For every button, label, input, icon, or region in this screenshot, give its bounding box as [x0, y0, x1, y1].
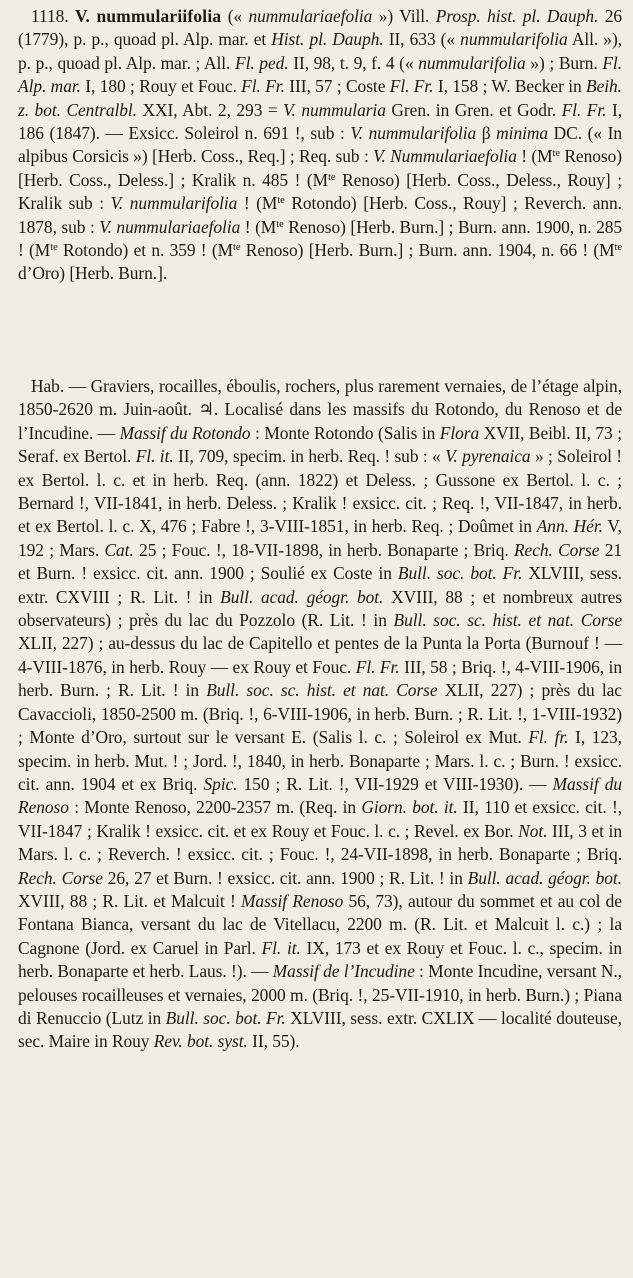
entry-number: 1118. — [31, 6, 69, 26]
synonymy-and-exsiccatae: (« nummulariaefolia ») Vill. Prosp. hist. pl. Dauph. 26 (1779), p. p., quoad pl. Alp. mar. et Hist. pl. Dauph. II, 633 (« nummularifolia All. »), p. p., quoad pl. Alp. mar. ; All. Fl. ped. II, 98, t. 9, f. 4 (« nummularifolia ») ; Burn. Fl. Alp. mar. I, 180 ; Rouy et Fouc. Fl. Fr. III, 57 ; Coste Fl. Fr. I, 158 ; W. Becker in Beih. z. bot. Centralbl. XXI, Abt. 2, 293 = V. nummularia Gren. in Gren. et Godr. Fl. Fr. I, 186 (1847). — Exsicc. Soleirol n. 691 !, sub : V. nummularifolia β minima DC. (« In alpibus Corsicis ») [Herb. Coss., Req.] ; Req. sub : V. Nummulariaefolia ! ($M^{te}$ Renoso) [Herb. Coss., Deless.] ; Kralik n. 485 ! ($M^{te}$ Renoso) [Herb. Coss., Deless., Rouy] ; Kralik sub : V. nummularifolia ! ($M^{te}$ Rotondo) [Herb. Coss., Rouy] ; Reverch. ann. 1878, sub : V. nummulariaefolia ! ($M^{te}$ Renoso) [Herb. Burn.] ; Burn. ann. 1900, n. 285 ! ($M^{te}$ Rotondo) et n. 359 ! ($M^{te}$ Renoso) [Herb. Burn.] ; Burn. ann. 1904, n. 66 ! ($M^{te}$ d’Oro) [Herb. Burn.]. — [18, 6, 623, 284]
habitat-and-localities: Hab. — Graviers, rocailles, éboulis, rochers, plus rarement vernaies, de l’étage alpin, 1850-2620 m. Juin-août. ♃. Localisé dans les massifs du Rotondo, du Renoso et de l’Incudine. — Massif du Rotondo : Monte Rotondo (Salis in Flora XVII, Beibl. II, 73 ; Seraf. ex Bertol. Fl. it. II, 709, specim. in herb. Req. ! sub : « V. pyrenaica » ; Soleirol ! ex Bertol. l. c. et in herb. Req. (ann. 1822) et Deless. ; Gussone ex Bertol. l. c. ; Bernard !, VII-1841, in herb. Deless. ; Kralik ! exsicc. cit. ; Req. !, VII-1847, in herb. et ex Bertol. l. c. X, 476 ; Fabre !, 3-VIII-1851, in herb. Req. ; Doûmet in Ann. Hér. V, 192 ; Mars. Cat. 25 ; Fouc. !, 18-VII-1898, in herb. Bonaparte ; Briq. Rech. Corse 21 et Burn. ! exsicc. cit. ann. 1900 ; Soulié ex Coste in Bull. soc. bot. Fr. XLVIII, sess. extr. CXVIII ; R. Lit. ! in Bull. acad. géogr. bot. XVIII, 88 ; et nombreux autres observateurs) ; près du lac du Pozzolo (R. Lit. ! in Bull. soc. sc. hist. et nat. Corse XLII, 227) ; au-dessus du lac de Capitello et pentes de la Punta la Porta (Burnouf ! — 4-VIII-1876, in herb. Rouy — ex Rouy et Fouc. Fl. Fr. III, 58 ; Briq. !, 4-VIII-1906, in herb. Burn. ; R. Lit. ! in Bull. soc. sc. hist. et nat. Corse XLII, 227) ; près du lac Cavaccioli, 1850-2500 m. (Briq. !, 6-VIII-1906, in herb. Burn. ; R. Lit. !, 1-VIII-1932) ; Monte d’Oro, surtout sur le versant E. (Salis l. c. ; Soleirol ex Mut. Fl. fr. I, 123, specim. in herb. Mut. ! ; Jord. !, 1840, in herb. Bonaparte ; Mars. l. c. ; Burn. ! exsicc. cit. ann. 1904 et ex Briq. Spic. 150 ; R. Lit. !, VII-1929 et VIII-1930). — Massif du Renoso : Monte Renoso, 2200-2357 m. (Req. in Giorn. bot. it. II, 110 et exsicc. cit. !, VII-1847 ; Kralik ! exsicc. cit. et ex Rouy et Fouc. l. c. ; Revel. ex Bor. Not. III, 3 et in Mars. l. c. ; Reverch. ! exsicc. cit. ; Fouc. !, 24-VII-1898, in herb. Bonaparte ; Briq. Rech. Corse 26, 27 et Burn. ! exsicc. cit. ann. 1900 ; R. Lit. ! in Bull. acad. géogr. bot. XVIII, 88 ; R. Lit. et Malcuit ! Massif Renoso 56, 73), autour du sommet et au col de Fontana Bianca, versant du lac de Vitellacu, 2200 m. (R. Lit. et Malcuit l. c.) ; la Cagnone (Jord. ex Caruel in Parl. Fl. it. IX, 173 et ex Rouy et Fouc. l. c., specim. in herb. Bonaparte et herb. Laus. !). — Massif de l’Incudine : Monte Incudine, versant N., pelouses rocailleuses et vernaies, 2000 m. (Briq. !, 25-VII-1910, in herb. Burn.) ; Piana di Renuccio (Lutz in Bull. soc. bot. Fr. XLVIII, sess. extr. CXLIX — localité douteuse, sec. Maire in Rouy Rev. bot. syst. II, 55). — [18, 376, 623, 1052]
species-entry — [18, 5, 622, 286]
species-epithet: nummulariifolia — [96, 6, 222, 26]
genus-abbreviation: V. — [75, 6, 91, 26]
habitat-paragraph — [18, 375, 622, 1054]
